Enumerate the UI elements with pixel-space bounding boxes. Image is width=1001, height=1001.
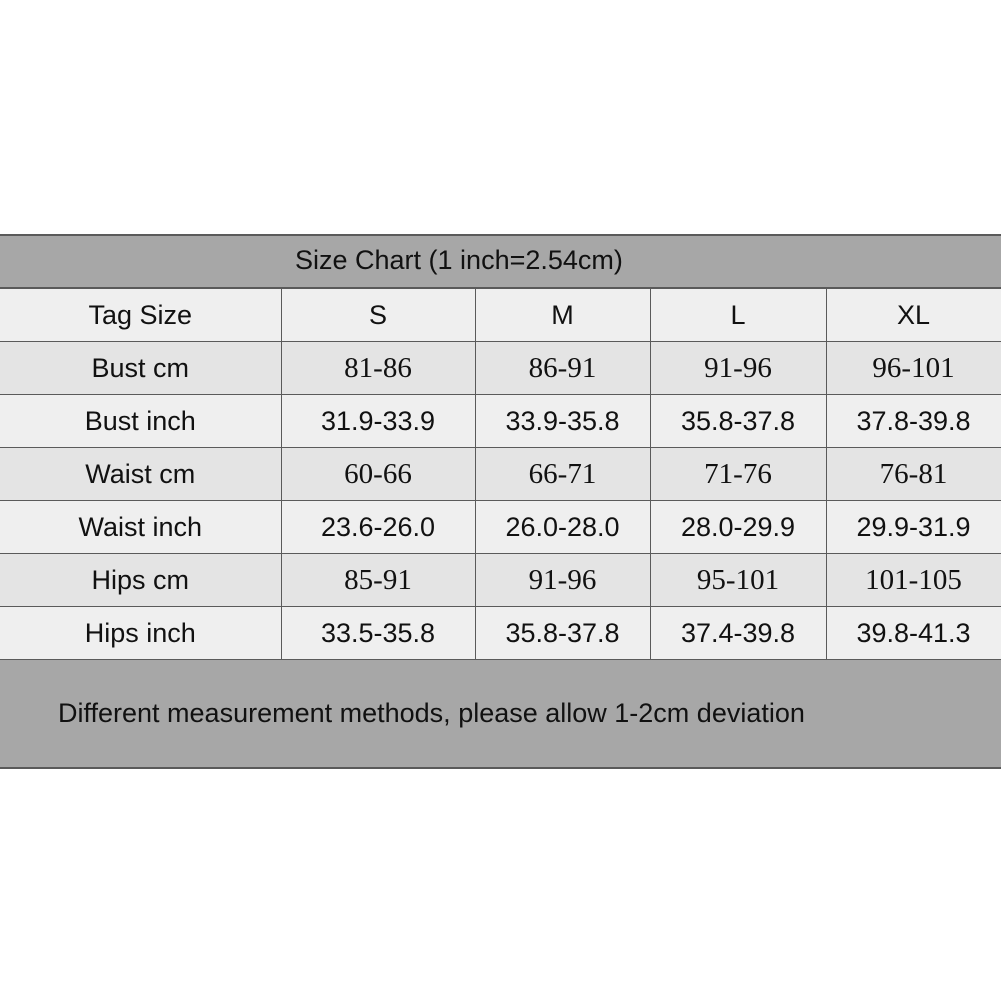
table-cell: 91-96 bbox=[650, 342, 826, 395]
table-row bbox=[0, 448, 1001, 501]
table-cell: 37.4-39.8 bbox=[650, 607, 826, 660]
chart-title: Size Chart (1 inch=2.54cm) bbox=[295, 245, 623, 275]
table-cell: 33.5-35.8 bbox=[281, 607, 475, 660]
table-cell: 37.8-39.8 bbox=[826, 395, 1001, 448]
size-chart bbox=[0, 234, 1001, 769]
tag-size-header: Tag Size bbox=[0, 289, 281, 342]
header-row bbox=[0, 289, 1001, 342]
table-cell: 96-101 bbox=[826, 342, 1001, 395]
size-header-xl: XL bbox=[826, 289, 1001, 342]
row-label: Hips cm bbox=[0, 554, 281, 607]
row-label: Hips inch bbox=[0, 607, 281, 660]
note-bar bbox=[0, 660, 1001, 769]
table-cell: 29.9-31.9 bbox=[826, 501, 1001, 554]
size-header-s: S bbox=[281, 289, 475, 342]
size-header-m: M bbox=[475, 289, 650, 342]
table-cell: 31.9-33.9 bbox=[281, 395, 475, 448]
table-cell: 35.8-37.8 bbox=[475, 607, 650, 660]
table-cell: 35.8-37.8 bbox=[650, 395, 826, 448]
table-row bbox=[0, 607, 1001, 660]
title-bar bbox=[0, 234, 1001, 288]
table-cell: 76-81 bbox=[826, 448, 1001, 501]
size-table bbox=[0, 288, 1001, 660]
row-label: Waist cm bbox=[0, 448, 281, 501]
table-cell: 66-71 bbox=[475, 448, 650, 501]
table-cell: 101-105 bbox=[826, 554, 1001, 607]
table-row bbox=[0, 501, 1001, 554]
table-cell: 86-91 bbox=[475, 342, 650, 395]
row-label: Waist inch bbox=[0, 501, 281, 554]
table-cell: 85-91 bbox=[281, 554, 475, 607]
table-cell: 60-66 bbox=[281, 448, 475, 501]
table-cell: 26.0-28.0 bbox=[475, 501, 650, 554]
table-cell: 81-86 bbox=[281, 342, 475, 395]
table-cell: 28.0-29.9 bbox=[650, 501, 826, 554]
table-cell: 23.6-26.0 bbox=[281, 501, 475, 554]
table-cell: 39.8-41.3 bbox=[826, 607, 1001, 660]
table-row bbox=[0, 554, 1001, 607]
table-row bbox=[0, 395, 1001, 448]
table-cell: 71-76 bbox=[650, 448, 826, 501]
table-row bbox=[0, 342, 1001, 395]
size-header-l: L bbox=[650, 289, 826, 342]
deviation-note: Different measurement methods, please allow 1-2cm deviation bbox=[58, 698, 805, 728]
table-cell: 95-101 bbox=[650, 554, 826, 607]
table-cell: 91-96 bbox=[475, 554, 650, 607]
row-label: Bust cm bbox=[0, 342, 281, 395]
table-cell: 33.9-35.8 bbox=[475, 395, 650, 448]
row-label: Bust inch bbox=[0, 395, 281, 448]
